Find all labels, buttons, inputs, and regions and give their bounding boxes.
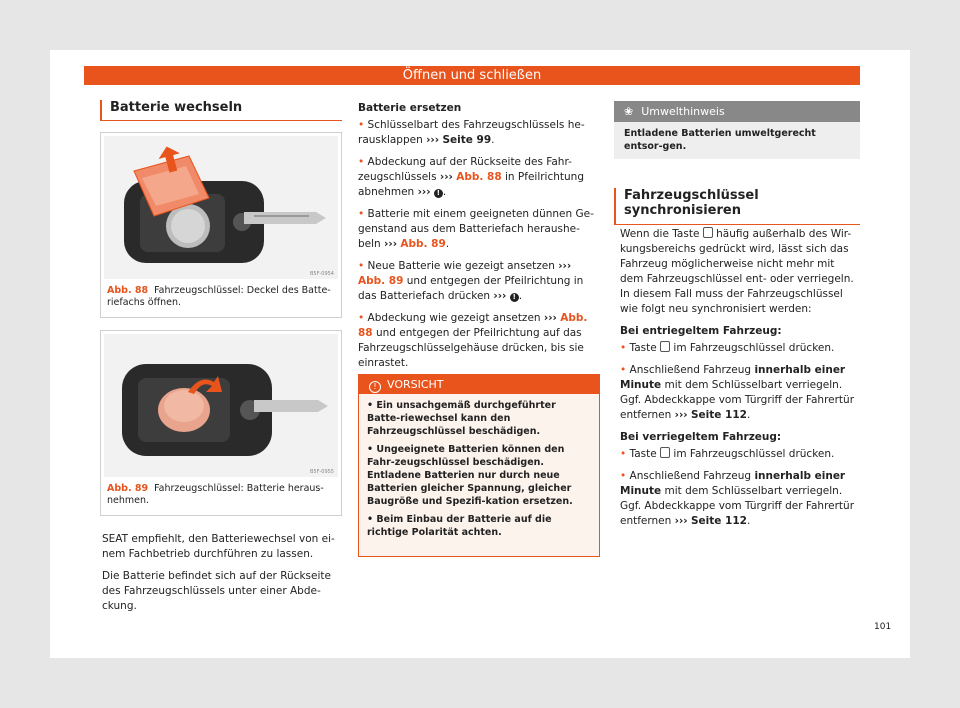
caution-text: Beim Einbau der Batterie auf die richtige Polarität achten. bbox=[367, 514, 552, 538]
figure-ref-link[interactable]: Abb. 89 bbox=[400, 238, 446, 250]
bullet: • bbox=[358, 208, 365, 220]
step-text: Abdeckung auf der Rückseite des Fahr-zeugschlüssels bbox=[358, 156, 572, 183]
bullet: • bbox=[620, 342, 627, 354]
text: Anschließend Fahrzeug bbox=[629, 470, 752, 482]
step-text: Schlüsselbart des Fahrzeugschlüssels he-rausklappen bbox=[358, 119, 585, 146]
step-locked-1 bbox=[620, 447, 860, 462]
bullet: • bbox=[620, 448, 627, 460]
bullet: • bbox=[358, 312, 365, 324]
bullet: • bbox=[358, 156, 365, 168]
bullet: • bbox=[620, 470, 627, 482]
subheading-locked: Bei verriegeltem Fahrzeug: bbox=[620, 431, 782, 443]
text: mit dem Schlüsselbart verriegeln. Ggf. Abdeckkappe vom Türgriff der Fahrertür entfernen bbox=[620, 485, 855, 527]
figure-caption bbox=[107, 483, 339, 507]
ref-arrow: ››› bbox=[426, 134, 440, 146]
environment-header bbox=[614, 101, 860, 122]
text: Taste bbox=[629, 448, 657, 460]
caption-text: Fahrzeugschlüssel: Batterie heraus-nehmen. bbox=[107, 483, 324, 506]
ref-arrow: ››› bbox=[674, 515, 688, 527]
figure-ref-link[interactable]: Abb. 88 bbox=[456, 171, 502, 183]
caution-box bbox=[358, 374, 600, 557]
ref-arrow: ››› bbox=[384, 238, 398, 250]
ref-arrow: ››› bbox=[417, 186, 431, 198]
caution-item: • Beim Einbau der Batterie auf die richtige Polarität achten. bbox=[367, 514, 552, 538]
section-title-sync: Fahrzeugschlüssel synchronisieren bbox=[614, 188, 860, 225]
page-ref-link[interactable]: Seite 99 bbox=[442, 134, 492, 146]
paragraph: Die Batterie befindet sich auf der Rückseite des Fahrzeugschlüssels unter einer Abde-ckung. bbox=[102, 570, 331, 612]
left-text bbox=[102, 532, 342, 621]
step-unlocked-1 bbox=[620, 341, 860, 356]
step-1: • Schlüsselbart des Fahrzeugschlüssels he-rausklappen ››› Seite 99. bbox=[358, 119, 585, 146]
step-5 bbox=[358, 311, 600, 371]
warning-circle-icon: ! bbox=[369, 381, 381, 393]
ref-arrow: ››› bbox=[558, 260, 572, 272]
page-header: Öffnen und schließen bbox=[84, 66, 860, 85]
section-title-battery: Batterie wechseln bbox=[100, 100, 342, 121]
caution-body bbox=[359, 394, 599, 549]
caution-text: Ein unsachgemäß durchgeführter Batte-riewechsel kann den Fahrzeugschlüssel beschädigen. bbox=[367, 400, 556, 437]
leaf-icon: ❀ bbox=[624, 105, 634, 118]
paragraph bbox=[620, 227, 860, 317]
battery-steps bbox=[358, 101, 600, 378]
step-3: • Batterie mit einem geeigneten dünnen Ge-genstand aus dem Batteriefach heraushe-beln ››› Abb. 89. bbox=[358, 208, 594, 250]
caption-text: Fahrzeugschlüssel: Deckel des Batte-riefachs öffnen. bbox=[107, 285, 331, 308]
figure-caption bbox=[107, 285, 339, 309]
subheading-unlocked: Bei entriegeltem Fahrzeug: bbox=[620, 325, 782, 337]
text: Anschließend Fahrzeug bbox=[629, 364, 752, 376]
figure-code: B5F-0954 bbox=[309, 271, 334, 277]
figure-ref-link[interactable]: Abb. 88 bbox=[358, 312, 588, 339]
step-text: in Pfeilrichtung abnehmen bbox=[358, 171, 584, 198]
environment-title: Umwelthinweis bbox=[641, 105, 725, 118]
caution-title: VORSICHT bbox=[387, 378, 444, 391]
step-text: und entgegen der Pfeilrichtung auf das Fahrzeugschlüsselgehäuse drücken, bis sie einrastet. bbox=[358, 327, 584, 369]
caution-item: • Ungeeignete Batterien können den Fahr-zeugschlüssel beschädigen. Entladene Batterien nur durch neue Batterien gleicher Spannung, gleicher Baugröße und Spezifi-kation ersetzen. bbox=[367, 444, 573, 507]
ref-arrow: ››› bbox=[674, 409, 688, 421]
ref-arrow: ››› bbox=[439, 171, 453, 183]
figure-code: B5F-0955 bbox=[309, 469, 334, 475]
figure-label: Abb. 88 bbox=[107, 285, 149, 296]
sync-text bbox=[620, 227, 860, 536]
step-text: Abdeckung wie gezeigt ansetzen bbox=[367, 312, 541, 324]
figure-88 bbox=[100, 132, 342, 318]
step-4: • Neue Batterie wie gezeigt ansetzen ››› Abb. 89 und entgegen der Pfeilrichtung in das Batteriefach drücken ››› ! . bbox=[358, 260, 584, 302]
key-cover-illustration bbox=[104, 136, 338, 279]
figure-ref-link[interactable]: Abb. 89 bbox=[358, 275, 404, 287]
figure-89 bbox=[100, 330, 342, 516]
steps-heading: Batterie ersetzen bbox=[358, 102, 462, 114]
step-text: und entgegen der Pfeilrichtung in das Batteriefach drücken bbox=[358, 275, 584, 302]
caution-item: • Ein unsachgemäß durchgeführter Batte-riewechsel kann den Fahrzeugschlüssel beschädigen. bbox=[367, 400, 556, 437]
unlock-key-icon bbox=[660, 447, 670, 458]
paragraph: SEAT empfiehlt, den Batteriewechsel von ei-nem Fachbetrieb durchführen zu lassen. bbox=[102, 533, 335, 560]
unlock-key-icon bbox=[703, 227, 713, 238]
page-ref-link[interactable]: Seite 112 bbox=[690, 515, 747, 527]
figure-label: Abb. 89 bbox=[107, 483, 149, 494]
step-2: • Abdeckung auf der Rückseite des Fahr-zeugschlüssels ››› Abb. 88 in Pfeilrichtung abnehmen ››› ! . bbox=[358, 156, 584, 198]
environment-note bbox=[614, 101, 860, 159]
text: im Fahrzeugschlüssel drücken. bbox=[673, 448, 835, 460]
caution-text: Ungeeignete Batterien können den Fahr-zeugschlüssel beschädigen. Entladene Batterien nur durch neue Batterien gleicher Spannung, gleicher Baugröße und Spezifi-kation ersetzen. bbox=[367, 444, 573, 507]
lock-key-icon bbox=[660, 341, 670, 352]
step-text: Neue Batterie wie gezeigt ansetzen bbox=[367, 260, 555, 272]
text: Taste bbox=[629, 342, 657, 354]
text: innerhalb einer Minute bbox=[620, 364, 846, 391]
step-unlocked-2: • Anschließend Fahrzeug innerhalb einer Minute mit dem Schlüsselbart verriegeln. Ggf. Abdeckkappe vom Türgriff der Fahrertür entfernen ››› Seite 112. bbox=[620, 364, 855, 421]
page-number: 101 bbox=[874, 622, 892, 632]
step-text: Batterie mit einem geeigneten dünnen Ge-genstand aus dem Batteriefach heraushe-beln bbox=[358, 208, 594, 250]
text: innerhalb einer Minute bbox=[620, 470, 846, 497]
text: Wenn die Taste bbox=[620, 228, 700, 240]
page-ref-link[interactable]: Seite 112 bbox=[690, 409, 747, 421]
bullet: • bbox=[358, 119, 365, 131]
warning-icon[interactable]: ! bbox=[510, 293, 519, 302]
caution-header bbox=[359, 375, 599, 394]
step-locked-2: • Anschließend Fahrzeug innerhalb einer Minute mit dem Schlüsselbart verriegeln. Ggf. Abdeckkappe vom Türgriff der Fahrertür entfernen ››› Seite 112. bbox=[620, 470, 855, 527]
ref-arrow: ››› bbox=[543, 312, 557, 324]
text: mit dem Schlüsselbart verriegeln. Ggf. Abdeckkappe vom Türgriff der Fahrertür entfernen bbox=[620, 379, 855, 421]
key-battery-illustration bbox=[104, 334, 338, 477]
warning-icon[interactable]: ! bbox=[434, 189, 443, 198]
text: häufig außerhalb des Wir-kungsbereichs gedrückt wird, lässt sich das Fahrzeug möglicherweise nicht mehr mit dem Fahrzeugschlüssel ent- oder verriegeln. In diesem Fall muss der Fahrzeugschlüssel wie folgt neu synchronisiert werden: bbox=[620, 228, 854, 315]
environment-text: Entladene Batterien umweltgerecht entsor-gen. bbox=[624, 128, 816, 152]
bullet: • bbox=[620, 364, 627, 376]
ref-arrow: ››› bbox=[493, 290, 507, 302]
text: im Fahrzeugschlüssel drücken. bbox=[673, 342, 835, 354]
bullet: • bbox=[358, 260, 365, 272]
